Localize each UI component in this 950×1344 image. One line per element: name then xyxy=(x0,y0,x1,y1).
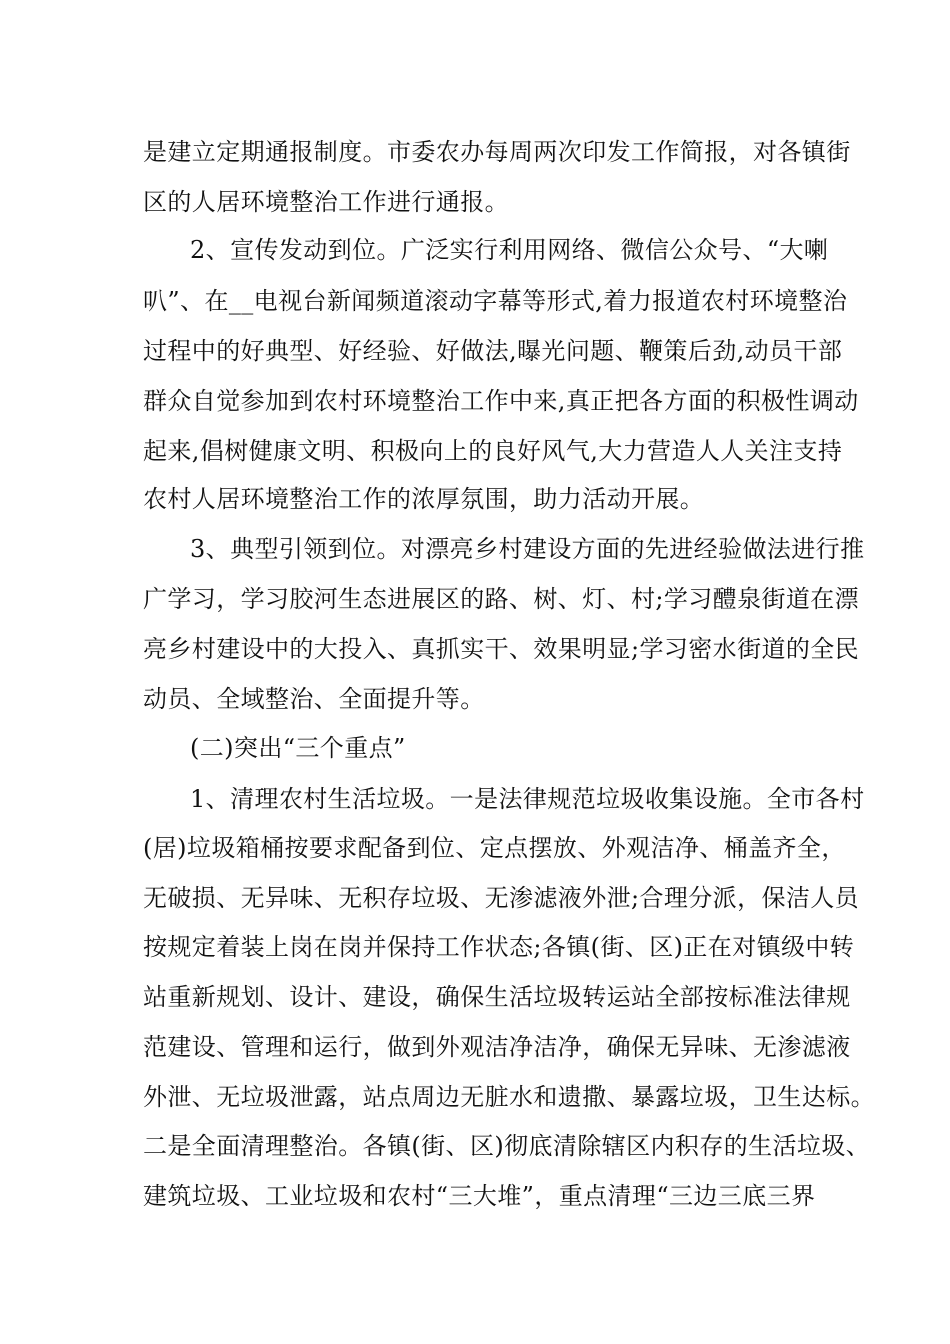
text-line: 亮乡村建设中的大投入、真抓实干、效果明显;学习密水街道的全民 xyxy=(143,635,860,663)
text-line: 按规定着装上岗在岗并保持工作状态;各镇(街、区)正在对镇级中转 xyxy=(143,933,855,961)
paragraph-start-line: 2、宣传发动到位。广泛实行利用网络、微信公众号、“大喇 xyxy=(190,236,829,264)
text-line: 广学习，学习胶河生态进展区的路、树、灯、村;学习醴泉街道在漂 xyxy=(143,585,860,613)
text-line: 动员、全域整治、全面提升等。 xyxy=(143,685,485,713)
text-line: 区的人居环境整治工作进行通报。 xyxy=(143,188,509,216)
text-line: 二是全面清理整治。各镇(街、区)彻底清除辖区内积存的生活垃圾、 xyxy=(143,1132,871,1160)
text-line: 建筑垃圾、工业垃圾和农村“三大堆”，重点清理“三边三底三界 xyxy=(143,1182,816,1210)
text-line: 起来,倡树健康文明、积极向上的良好风气,大力营造人人关注支持 xyxy=(143,437,843,465)
text-line: 无破损、无异味、无积存垃圾、无渗滤液外泄;合理分派，保洁人员 xyxy=(143,884,860,912)
paragraph-start-line: 1、清理农村生活垃圾。一是法律规范垃圾收集设施。全市各村 xyxy=(190,785,865,813)
text-line: 范建设、管理和运行，做到外观洁净洁净，确保无异味、无渗滤液 xyxy=(143,1033,851,1061)
text-line: 过程中的好典型、好经验、好做法,曝光问题、鞭策后劲,动员干部 xyxy=(143,337,843,365)
text-line: 外泄、无垃圾泄露，站点周边无脏水和遗撒、暴露垃圾，卫生达标。 xyxy=(143,1083,875,1111)
paragraph-start-line: 3、典型引领到位。对漂亮乡村建设方面的先进经验做法进行推 xyxy=(190,535,865,563)
text-line: (居)垃圾箱桶按要求配备到位、定点摆放、外观洁净、桶盖齐全， xyxy=(143,834,846,862)
text-line: 是建立定期通报制度。市委农办每周两次印发工作简报，对各镇街 xyxy=(143,138,851,166)
text-line: 农村人居环境整治工作的浓厚氛围，助力活动开展。 xyxy=(143,485,705,513)
text-line: 叭”、在__电视台新闻频道滚动字幕等形式,着力报道农村环境整治 xyxy=(143,287,848,315)
text-line: 群众自觉参加到农村环境整治工作中来,真正把各方面的积极性调动 xyxy=(143,387,859,415)
section-heading: (二)突出“三个重点” xyxy=(190,734,406,762)
text-line: 站重新规划、设计、建设，确保生活垃圾转运站全部按标准法律规 xyxy=(143,983,851,1011)
